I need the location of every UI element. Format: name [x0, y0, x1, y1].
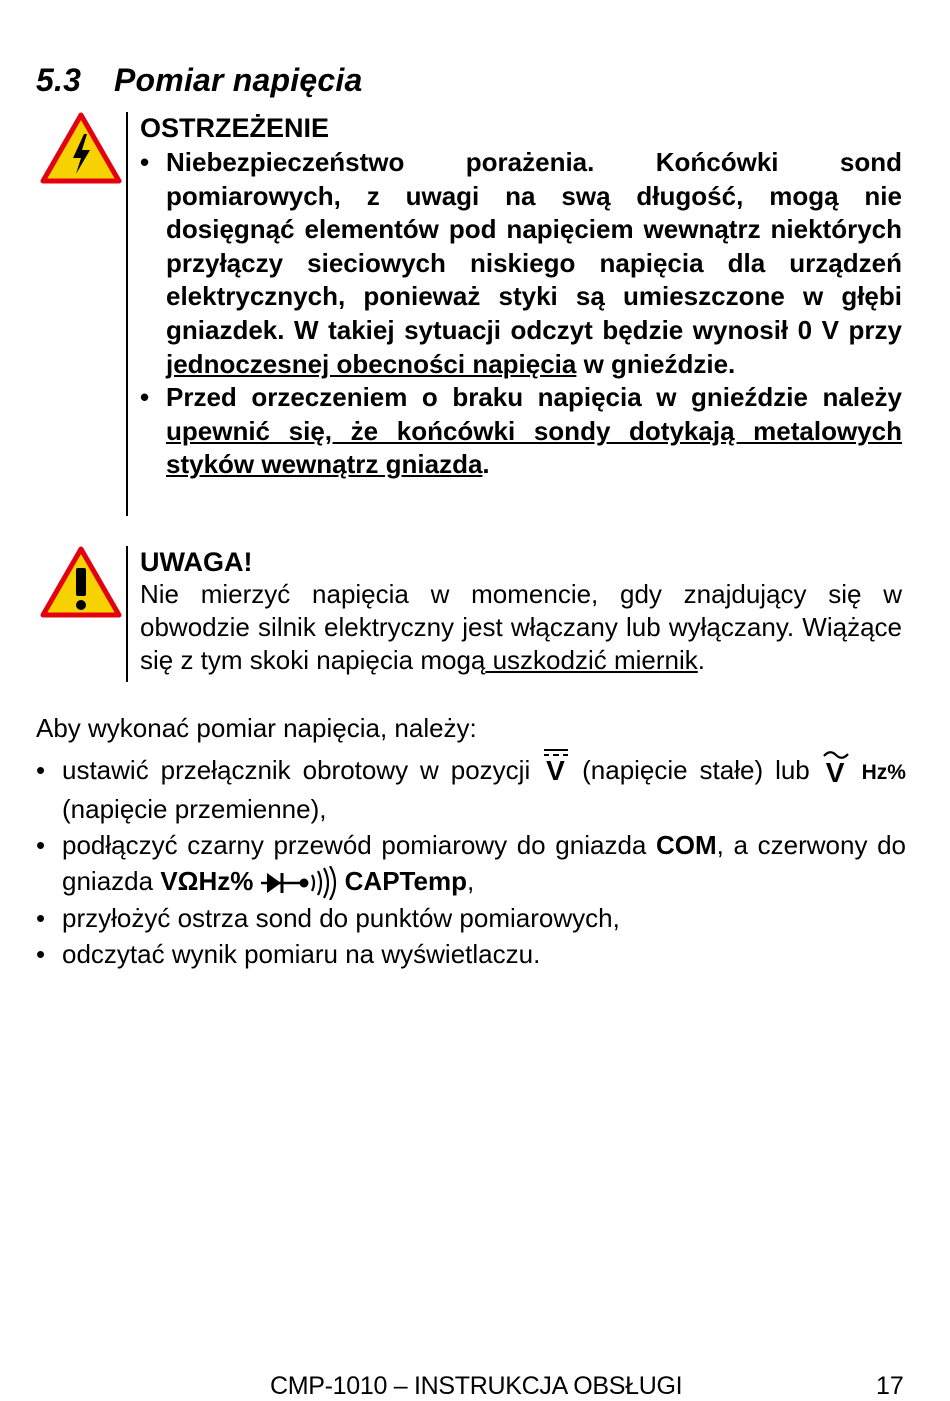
caution-text — [140, 578, 902, 677]
step1-before: ustawić przełącznik obrotowy w pozycji — [62, 755, 543, 785]
warning-list — [140, 146, 902, 482]
footer-document-title: CMP-1010 – INSTRUKCJA OBSŁUGI — [270, 1372, 683, 1400]
warning-item-text: Niebezpieczeństwo porażenia. Końcówki sond pomiarowych, z uwagi na swą długość, mogą nie dosięgnąć elementów pod napięciem wewnątrz niektórych przyłączy sieciowych niskiego napięcia dla urządzeń elektrycznych, ponieważ styki są umieszczone w głębi gniazdek. W takiej sytuacji odczyt będzie wynosił 0 V przy — [166, 147, 902, 345]
caution-box — [126, 546, 902, 682]
caution-text-end: . — [697, 645, 706, 675]
step-item: • odczytać wynik pomiaru na wyświetlaczu. — [36, 936, 906, 972]
step-item — [36, 752, 906, 827]
warning-item-end: w gnieździe. — [576, 348, 736, 379]
warning-item-emphasis: upewnić się, że końcówki sondy dotykają metalowych styków wewnątrz gniazda — [166, 415, 902, 480]
step-item — [36, 827, 906, 900]
warning-heading: OSTRZEŻENIE — [140, 113, 330, 143]
step1-after: (napięcie przemienne), — [62, 794, 327, 824]
electric-hazard-icon — [40, 112, 122, 184]
dc-v-letter: V — [546, 755, 565, 787]
cap-temp-label: CAPTemp — [344, 866, 467, 896]
warning-item — [140, 146, 902, 381]
dc-voltage-symbol — [542, 754, 570, 790]
com-socket-label: COM — [656, 830, 717, 860]
ac-v-letter: V — [825, 757, 845, 789]
warning-item-emphasis: jednoczesnej obecności napięcia — [166, 348, 577, 379]
exclamation-warning-icon — [40, 546, 122, 618]
instruction-steps — [36, 752, 906, 972]
section-title — [36, 62, 362, 99]
caution-text-body: Nie mierzyć napięcia w momencie, gdy znajdujący się w obwodzie silnik elektryczny jest włączany lub wyłączany. Wiążące się z tym skoki napięcia mogą — [140, 579, 902, 675]
step1-middle: (napięcie stałe) lub — [582, 755, 822, 785]
step2-before: podłączyć czarny przewód pomiarowy do gniazda — [62, 830, 656, 860]
step2-after: , — [466, 866, 475, 896]
diode-continuity-icon — [261, 866, 345, 900]
ac-voltage-symbol — [822, 754, 850, 790]
ac-hz-label: Hz% — [861, 761, 906, 784]
instructions-intro: Aby wykonać pomiar napięcia, należy: — [36, 713, 477, 743]
step-item: • przyłożyć ostrza sond do punktów pomiarowych, — [36, 900, 906, 936]
caution-heading: UWAGA! — [140, 547, 253, 577]
caution-text-emphasis: uszkodzić miernik — [485, 645, 698, 675]
warning-item — [140, 381, 902, 482]
warning-item-text: Przed orzeczeniem o braku napięcia w gnieździe należy — [166, 382, 902, 413]
section-number: 5.3 — [36, 62, 82, 98]
page-number: 17 — [876, 1372, 904, 1400]
step2-middle: , a czerwony do gniazda — [62, 830, 907, 896]
warning-box — [126, 112, 902, 516]
warning-item-end: . — [482, 449, 490, 480]
section-title-text: Pomiar napięcia — [114, 62, 363, 98]
input-socket-label: VΩHz% — [160, 866, 254, 896]
